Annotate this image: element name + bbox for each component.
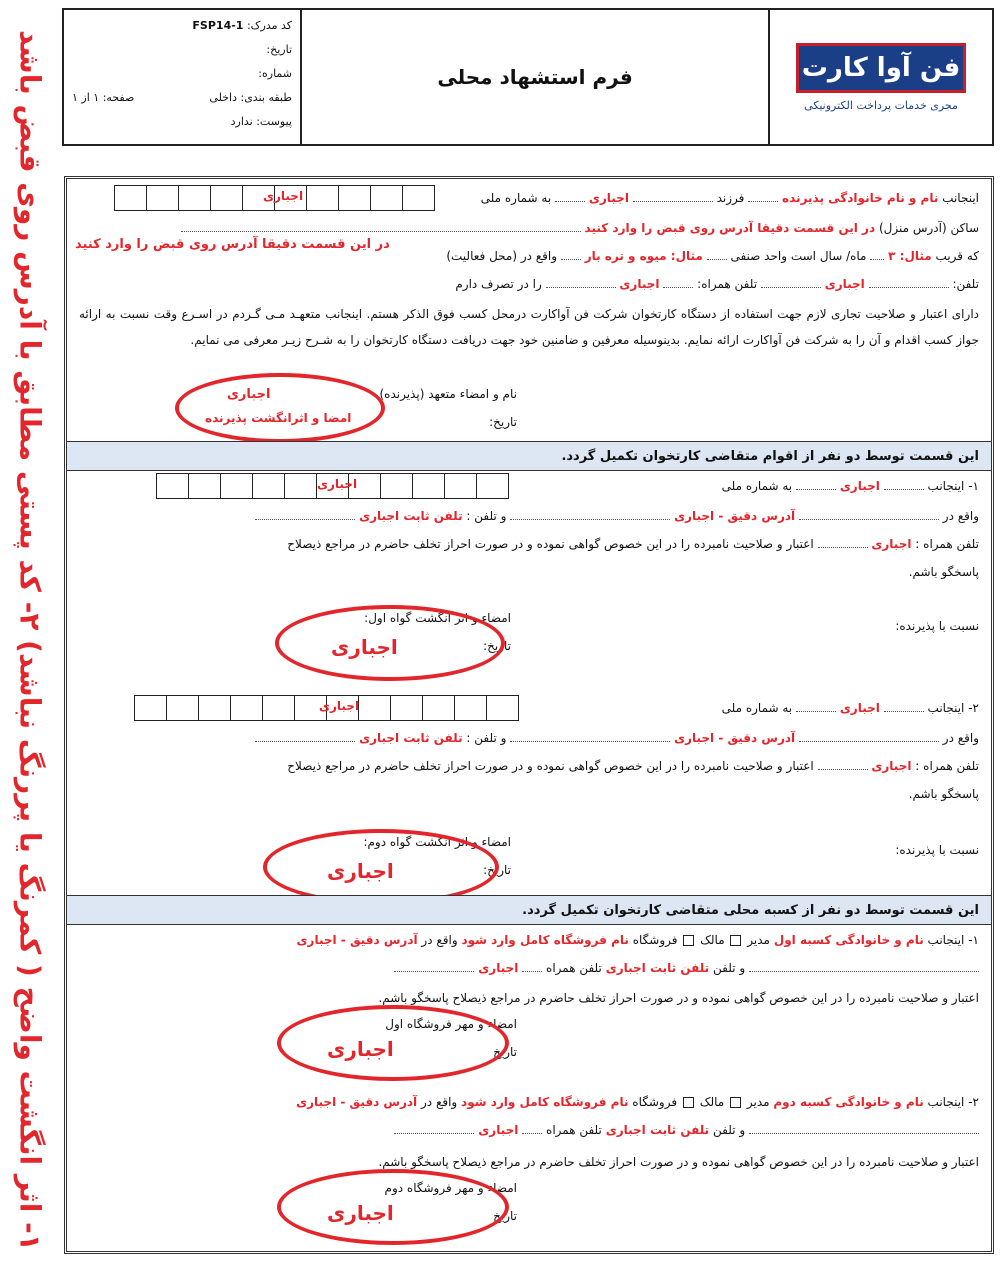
witness2-sign-label: امضاء و اثر انگشت گواه دوم: bbox=[363, 835, 511, 849]
witness2-line-4: پاسخگو باشم. bbox=[908, 787, 979, 801]
witness1-label-mobile: تلفن همراه : bbox=[915, 537, 979, 551]
id-cell[interactable] bbox=[358, 695, 391, 721]
id-cell[interactable] bbox=[146, 185, 179, 211]
dots bbox=[707, 259, 727, 260]
witness2-date-label: تاریخ: bbox=[483, 863, 511, 877]
label-mobile: تلفن همراه: bbox=[697, 277, 758, 291]
side-instruction-text: ۱- اثر انگشت واضح ( کمرنگ یا پررنگ نباشد) ۲- کد پستی مطابق با آدرس روی قبض باشد bbox=[13, 29, 47, 1251]
id-cell[interactable] bbox=[252, 473, 285, 499]
witness2-label-applicant: اینجانب bbox=[927, 701, 965, 715]
id-cell[interactable] bbox=[422, 695, 455, 721]
label-father: فرزند bbox=[716, 191, 745, 205]
shop1-sign-label: امضاء و مهر فروشگاه اول bbox=[385, 1017, 517, 1031]
business-type-field[interactable]: مثال: میوه و تره بار bbox=[584, 249, 703, 263]
witness2-name-field[interactable]: اجباری bbox=[839, 701, 880, 715]
label-home-address: ساکن (آدرس منزل) bbox=[878, 221, 979, 235]
dots bbox=[561, 259, 581, 260]
id-cell[interactable] bbox=[220, 473, 253, 499]
label-months: ماه/ سال است واحد صنفی bbox=[730, 249, 867, 263]
id-cell[interactable] bbox=[178, 185, 211, 211]
witness1-label-phone: و تلفن : bbox=[466, 509, 507, 523]
shop2-manager-checkbox[interactable] bbox=[730, 1097, 741, 1108]
classification: طبقه بندی: داخلی bbox=[209, 91, 292, 104]
form-header bbox=[62, 8, 994, 146]
id-cell[interactable] bbox=[114, 185, 147, 211]
id-cell[interactable] bbox=[156, 473, 189, 499]
applicant-sign-note: امضا و اثرانگشت پذیرنده bbox=[205, 411, 352, 425]
dots bbox=[255, 519, 355, 520]
applicant-sign-value: اجباری bbox=[227, 387, 271, 402]
id-cell[interactable] bbox=[454, 695, 487, 721]
id-cell[interactable] bbox=[402, 185, 435, 211]
witness2-id-value: اجباری bbox=[319, 699, 360, 713]
id-cell[interactable] bbox=[284, 473, 317, 499]
national-id-value: اجباری bbox=[263, 189, 304, 203]
shop1-label-manager: مدیر bbox=[747, 933, 770, 947]
witness1-phone-field[interactable]: تلفن ثابت اجباری bbox=[359, 509, 463, 523]
dots bbox=[799, 519, 939, 520]
applicant-signature-oval[interactable] bbox=[175, 373, 385, 443]
witness1-date-label: تاریخ: bbox=[483, 639, 511, 653]
attachment-row: پیوست: ندارد bbox=[230, 115, 292, 128]
dots bbox=[818, 769, 868, 770]
applicant-sign-label: نام و امضاء متعهد (پذیرنده) bbox=[379, 387, 517, 401]
dots bbox=[884, 711, 924, 712]
doc-code-row bbox=[72, 14, 292, 38]
shop1-shop-name-field[interactable]: نام فروشگاه کامل وارد شود bbox=[461, 933, 629, 947]
id-cell[interactable] bbox=[306, 185, 339, 211]
witness1-sign-label: امضاء و اثر انگشت گواه اول: bbox=[364, 611, 511, 625]
shop1-sign-value: اجباری bbox=[327, 1037, 394, 1061]
shop1-label-applicant: اینجانب bbox=[927, 933, 965, 947]
witness2-address-field[interactable]: آدرس دقیق - اجباری bbox=[674, 731, 796, 745]
shop2-label-mobile: تلفن همراه bbox=[546, 1123, 602, 1137]
shop2-line-2 bbox=[79, 1119, 979, 1141]
dots bbox=[869, 287, 949, 288]
id-cell[interactable] bbox=[370, 185, 403, 211]
commitment-paragraph: دارای اعتبار و صلاحیت تجاری لازم جهت استفاده از دستگاه کارتخوان شرکت فن آواکارت درمحل کسب فوق الذکر هستم. اینجانب متعهـد مـی گـردم در اسـرع وقت نسبت به ارائه جواز کسب اقدام و آن را به شرکت فن آواکارت ارائه نمایم. بدینوسیله معرفین و ضامنین خود جهت دریافت دستگاه کارتخوان را به شـرح زیـر معرفی می نمایم. bbox=[79, 307, 979, 347]
witness1-address-field[interactable]: آدرس دقیق - اجباری bbox=[674, 509, 796, 523]
shop1-address-field[interactable]: آدرس دقیق - اجباری bbox=[296, 933, 418, 947]
shop1-date-label: تاریخ bbox=[493, 1045, 517, 1059]
home-address-field[interactable]: در این قسمت دقیقا آدرس روی قبض را وارد کنید bbox=[584, 221, 876, 235]
shop2-shop-name-field[interactable]: نام فروشگاه کامل وارد شود bbox=[461, 1095, 629, 1109]
shop1-line-1 bbox=[79, 929, 979, 951]
dots bbox=[749, 971, 979, 972]
side-instruction-note bbox=[4, 20, 56, 1260]
form-title: فرم استشهاد محلی bbox=[300, 10, 768, 144]
duration-field[interactable]: مثال: ۳ bbox=[888, 249, 932, 263]
shop2-sign-label: امضاء و مهر فروشگاه دوم bbox=[384, 1181, 517, 1195]
relatives-section-bar: این قسمت توسط دو نفر از اقوام متقاضی کارتخوان تکمیل گردد. bbox=[67, 441, 991, 471]
shop2-sign-value: اجباری bbox=[327, 1201, 394, 1225]
classification-row bbox=[72, 86, 292, 110]
label-national-id: به شماره ملی bbox=[480, 191, 552, 205]
dots bbox=[818, 547, 868, 548]
witness1-label-applicant: اینجانب bbox=[927, 479, 965, 493]
shop1-label-owner: مالک bbox=[700, 933, 725, 947]
dots bbox=[796, 489, 836, 490]
dots bbox=[633, 201, 713, 202]
dots bbox=[796, 711, 836, 712]
shop2-mobile-field[interactable]: اجباری bbox=[478, 1123, 519, 1137]
shop2-line-1 bbox=[79, 1091, 979, 1113]
shop2-owner-checkbox[interactable] bbox=[683, 1097, 694, 1108]
id-cell[interactable] bbox=[390, 695, 423, 721]
witness2-statement: اعتبار و صلاحیت نامبرده را در این خصوص گواهی نموده و در صورت احراز تخلف حاضرم در مراجع ذیصلاح bbox=[287, 759, 814, 773]
logo-subtitle: مجری خدمات پرداخت الکترونیکی bbox=[804, 98, 958, 112]
shop2-number: ۲- bbox=[968, 1095, 979, 1109]
shop1-manager-checkbox[interactable] bbox=[730, 935, 741, 946]
dots bbox=[394, 1133, 474, 1134]
page-number: صفحه: ۱ از ۱ bbox=[72, 91, 135, 104]
id-cell[interactable] bbox=[198, 695, 231, 721]
doc-code: FSP14-1 bbox=[192, 19, 244, 32]
form-body bbox=[64, 176, 994, 1254]
witness2-phone-field[interactable]: تلفن ثابت اجباری bbox=[359, 731, 463, 745]
business-location-field[interactable]: در این قسمت دقیقا آدرس روی قبض را وارد کنید bbox=[75, 237, 390, 252]
id-cell[interactable] bbox=[444, 473, 477, 499]
label-possession: را در تصرف دارم bbox=[455, 277, 542, 291]
shop2-name-field[interactable]: نام و خانوادگی کسبه دوم bbox=[773, 1095, 924, 1109]
witness2-line-2 bbox=[79, 727, 979, 749]
shop2-label-owner: مالک bbox=[699, 1095, 725, 1109]
witness2-mobile-field[interactable]: اجباری bbox=[871, 759, 912, 773]
date-row: تاریخ: bbox=[266, 43, 292, 56]
witness2-number: ۲- bbox=[968, 701, 979, 715]
id-cell[interactable] bbox=[134, 695, 167, 721]
applicant-line-2 bbox=[79, 217, 979, 239]
id-cell[interactable] bbox=[412, 473, 445, 499]
witness1-label-address: واقع در bbox=[942, 509, 979, 523]
witness1-number: ۱- bbox=[968, 479, 979, 493]
shop2-label-address: واقع در bbox=[421, 1095, 458, 1109]
id-cell[interactable] bbox=[476, 473, 509, 499]
logo-text: فن آوا کارت bbox=[801, 52, 961, 83]
shop2-statement: اعتبار و صلاحیت نامبرده را در این خصوص گواهی نموده و در صورت احراز تخلف حاضرم در مراجع ذیصلاح پاسخگو باشم. bbox=[378, 1155, 979, 1169]
id-cell[interactable] bbox=[230, 695, 263, 721]
shop1-label-phone: و تلفن bbox=[713, 961, 746, 975]
label-applicant: اینجانب bbox=[942, 191, 979, 205]
dots bbox=[510, 519, 670, 520]
company-logo bbox=[796, 43, 966, 93]
doc-code-label: کد مدرک: bbox=[246, 19, 292, 32]
shop1-label-shop: فروشگاه bbox=[632, 933, 678, 947]
dots bbox=[522, 971, 542, 972]
shop1-label-address: واقع در bbox=[421, 933, 458, 947]
witness1-relation: نسبت با پذیرنده: bbox=[895, 619, 979, 633]
father-name-field[interactable]: اجباری bbox=[588, 191, 629, 205]
dots bbox=[181, 231, 581, 232]
shop1-label-mobile: تلفن همراه bbox=[546, 961, 602, 975]
phone-field[interactable]: اجباری bbox=[824, 277, 865, 291]
witness1-mobile-field[interactable]: اجباری bbox=[871, 537, 912, 551]
shop1-phone-field[interactable]: تلفن ثابت اجباری bbox=[605, 961, 710, 975]
id-cell[interactable] bbox=[380, 473, 413, 499]
witness1-name-field[interactable]: اجباری bbox=[839, 479, 880, 493]
dots bbox=[799, 741, 939, 742]
shop2-label-shop: فروشگاه bbox=[632, 1095, 678, 1109]
shop2-label-phone: و تلفن bbox=[713, 1123, 746, 1137]
number-row: شماره: bbox=[258, 67, 292, 80]
shop1-name-field[interactable]: نام و خانوادگی کسبه اول bbox=[773, 933, 924, 947]
dots bbox=[522, 1133, 542, 1134]
shop2-date-label: تاریخ bbox=[493, 1209, 517, 1223]
shop2-label-applicant: اینجانب bbox=[927, 1095, 965, 1109]
witness1-id-value: اجباری bbox=[317, 477, 358, 491]
witness1-statement: اعتبار و صلاحیت نامبرده را در این خصوص گواهی نموده و در صورت احراز تخلف حاضرم در مراجع ذیصلاح bbox=[287, 537, 814, 551]
shop1-number: ۱- bbox=[968, 933, 979, 947]
shop1-mobile-field[interactable]: اجباری bbox=[478, 961, 519, 975]
witness1-sign-value: اجباری bbox=[331, 635, 398, 659]
witness2-label-address: واقع در bbox=[942, 731, 979, 745]
dots bbox=[394, 971, 474, 972]
label-business-location: واقع در (محل فعالیت) bbox=[446, 249, 558, 263]
shopkeepers-section-bar: این قسمت توسط دو نفر از کسبه محلی متقاضی کارتخوان تکمیل گردد. bbox=[67, 895, 991, 925]
company-logo-area bbox=[768, 10, 992, 144]
dots bbox=[761, 287, 821, 288]
dots bbox=[663, 287, 693, 288]
shop1-line-2 bbox=[79, 957, 979, 979]
witness2-label-id: به شماره ملی bbox=[721, 701, 793, 715]
mobile-field[interactable]: اجباری bbox=[619, 277, 660, 291]
witness2-label-mobile: تلفن همراه : bbox=[915, 759, 979, 773]
dots bbox=[884, 489, 924, 490]
dots bbox=[510, 741, 670, 742]
dots bbox=[870, 259, 884, 260]
applicant-date-label: تاریخ: bbox=[489, 415, 517, 429]
label-phone: تلفن: bbox=[952, 277, 979, 291]
id-cell[interactable] bbox=[262, 695, 295, 721]
shop2-address-field[interactable]: آدرس دقیق - اجباری bbox=[296, 1095, 418, 1109]
witness1-line-3 bbox=[79, 533, 979, 555]
document-meta bbox=[64, 10, 300, 144]
dots bbox=[255, 741, 355, 742]
id-cell[interactable] bbox=[188, 473, 221, 499]
dots bbox=[749, 1133, 979, 1134]
shop1-owner-checkbox[interactable] bbox=[683, 935, 694, 946]
witness2-sign-value: اجباری bbox=[327, 859, 394, 883]
witness2-relation: نسبت با پذیرنده: bbox=[895, 843, 979, 857]
dots bbox=[546, 287, 616, 288]
witness1-line-4: پاسخگو باشم. bbox=[908, 565, 979, 579]
id-cell[interactable] bbox=[486, 695, 519, 721]
witness1-label-id: به شماره ملی bbox=[721, 479, 793, 493]
id-cell[interactable] bbox=[338, 185, 371, 211]
witness2-label-phone: و تلفن : bbox=[466, 731, 507, 745]
label-about: که قریب bbox=[935, 249, 979, 263]
applicant-name-field[interactable]: نام و نام خانوادگی پذیرنده bbox=[782, 191, 939, 205]
applicant-line-4 bbox=[79, 273, 979, 295]
shop2-phone-field[interactable]: تلفن ثابت اجباری bbox=[605, 1123, 710, 1137]
id-cell[interactable] bbox=[166, 695, 199, 721]
id-cell[interactable] bbox=[210, 185, 243, 211]
witness2-line-3 bbox=[79, 755, 979, 777]
dots bbox=[748, 201, 778, 202]
shop1-statement: اعتبار و صلاحیت نامبرده را در این خصوص گواهی نموده و در صورت احراز تخلف حاضرم در مراجع ذیصلاح پاسخگو باشم. bbox=[378, 991, 979, 1005]
shop2-label-manager: مدیر bbox=[746, 1095, 770, 1109]
witness1-line-2 bbox=[79, 505, 979, 527]
dots bbox=[555, 201, 585, 202]
